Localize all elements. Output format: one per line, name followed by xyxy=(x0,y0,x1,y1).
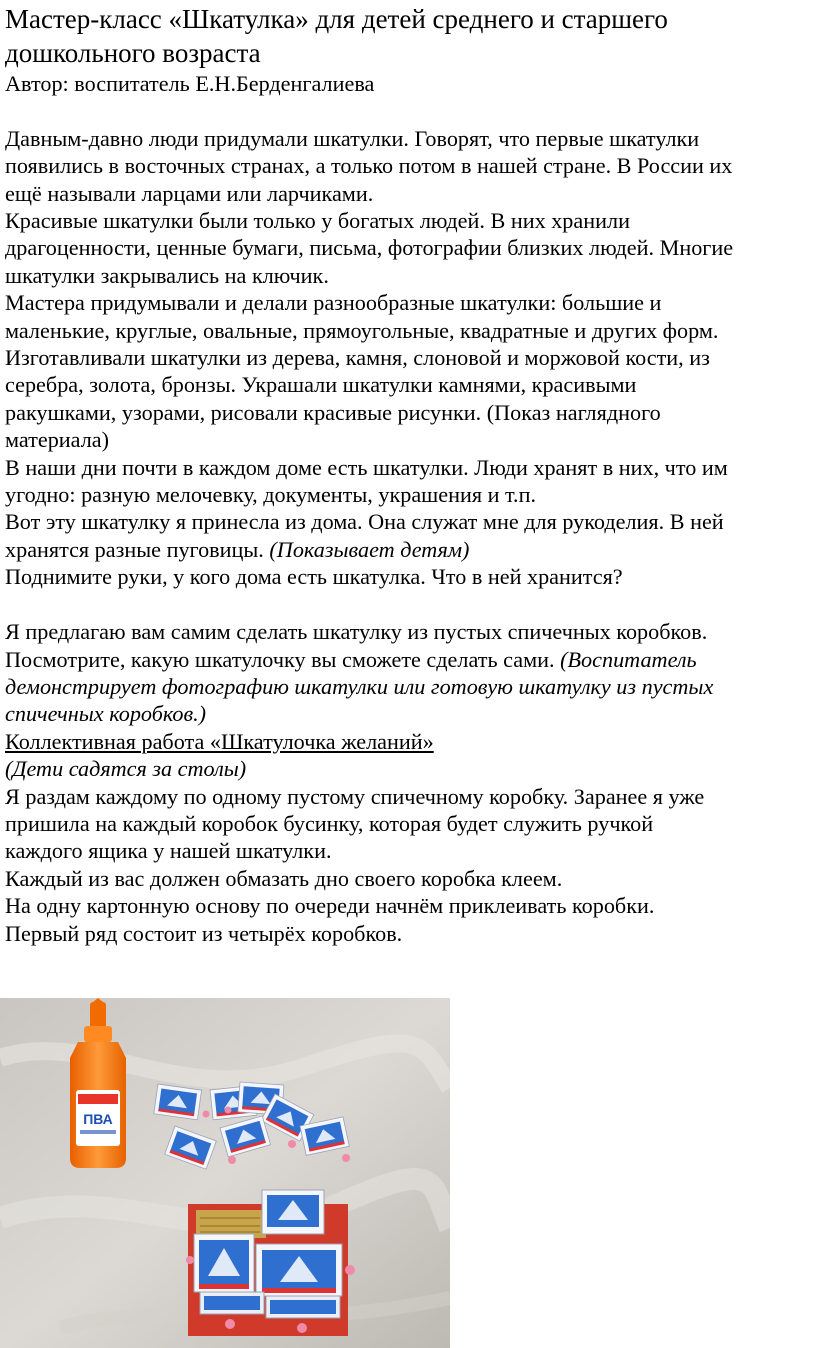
step-line-6: Первый ряд состоит из четырёх коробков. xyxy=(5,920,403,946)
paragraph-2-line-1: Красивые шкатулки были только у богатых людей. В них хранили xyxy=(5,208,630,234)
page-title xyxy=(5,2,813,70)
paragraph-3-line-3: Изготавливали шкатулки из дерева, камня, слоновой и моржовой кости, из xyxy=(5,345,710,371)
title-line-1: Мастер-класс «Шкатулка» для детей среднего и старшего xyxy=(5,4,668,34)
question-line: Поднимите руки, у кого дома есть шкатулка. Что в ней хранится? xyxy=(5,564,623,590)
blank-line xyxy=(5,97,813,124)
paragraph-4-line-1: В наши дни почти в каждом доме есть шкатулки. Люди хранят в них, что им xyxy=(5,454,728,480)
look-line-text: Посмотрите, какую шкатулочку вы сможете сделать сами. xyxy=(5,646,561,672)
document-text xyxy=(5,2,813,947)
blank-line xyxy=(5,591,813,618)
look-remark-line-2: демонстрирует фотографию шкатулки или готовую шкатулку из пустых xyxy=(5,673,714,699)
matchbox-craft-photo xyxy=(0,998,450,1348)
paragraph-1-line-2: появились в восточных странах, а только потом в нашей стране. В России их xyxy=(5,153,733,179)
step-line-3: каждого ящика у нашей шкатулки. xyxy=(5,838,332,864)
step-line-4: Каждый из вас должен обмазать дно своего коробка клеем. xyxy=(5,865,563,891)
buttons-line-text: хранятся разные пуговицы. xyxy=(5,536,270,562)
glue-label: ПВА xyxy=(83,1111,113,1127)
buttons-line-remark: (Показывает детям) xyxy=(269,536,470,562)
collective-work-heading: Коллективная работа «Шкатулочка желаний» xyxy=(5,728,434,754)
paragraph-2-line-2: драгоценности, ценные бумаги, письма, фотографии близких людей. Многие xyxy=(5,235,734,261)
look-line-remark: (Воспитатель xyxy=(560,646,697,672)
step-line-5: На одну картонную основу по очереди начнём приклеивать коробки. xyxy=(5,893,655,919)
paragraph-2-line-3: шкатулки закрывались на ключик. xyxy=(5,262,329,288)
paragraph-3-line-4: серебра, золота, бронзы. Украшали шкатулки камнями, красивыми xyxy=(5,372,637,398)
offer-line: Я предлагаю вам самим сделать шкатулку из пустых спичечных коробков. xyxy=(5,619,708,645)
paragraph-3-line-1: Мастера придумывали и делали разнообразные шкатулки: большие и xyxy=(5,290,662,316)
paragraph-1-line-1: Давным-давно люди придумали шкатулки. Говорят, что первые шкатулки xyxy=(5,125,700,151)
look-line xyxy=(5,646,813,673)
sit-note: (Дети садятся за столы) xyxy=(5,756,247,782)
paragraph-1-line-3: ещё называли ларцами или ларчиками. xyxy=(5,180,374,206)
look-remark-line-3: спичечных коробков.) xyxy=(5,701,207,727)
title-line-2: дошкольного возраста xyxy=(5,38,261,68)
step-line-1: Я раздам каждому по одному пустому спичечному коробку. Заранее я уже xyxy=(5,783,705,809)
paragraph-3-line-5: ракушками, узорами, рисовали красивые рисунки. (Показ наглядного xyxy=(5,399,661,425)
paragraph-5-line-1: Вот эту шкатулку я принесла из дома. Она служат мне для рукоделия. В ней xyxy=(5,509,724,535)
paragraph-4-line-2: угодно: разную мелочевку, документы, украшения и т.п. xyxy=(5,482,537,508)
buttons-line xyxy=(5,536,813,563)
author-line: Автор: воспитатель Е.Н.Берденгалиева xyxy=(5,71,375,96)
step-line-2: пришила на каждый коробок бусинку, которая будет служить ручкой xyxy=(5,810,654,836)
matchbox-chest-assembled xyxy=(186,1190,355,1336)
paragraph-3-line-6: материала) xyxy=(5,427,110,453)
paragraph-3-line-2: маленькие, круглые, овальные, прямоугольные, квадратные и других форм. xyxy=(5,317,719,343)
